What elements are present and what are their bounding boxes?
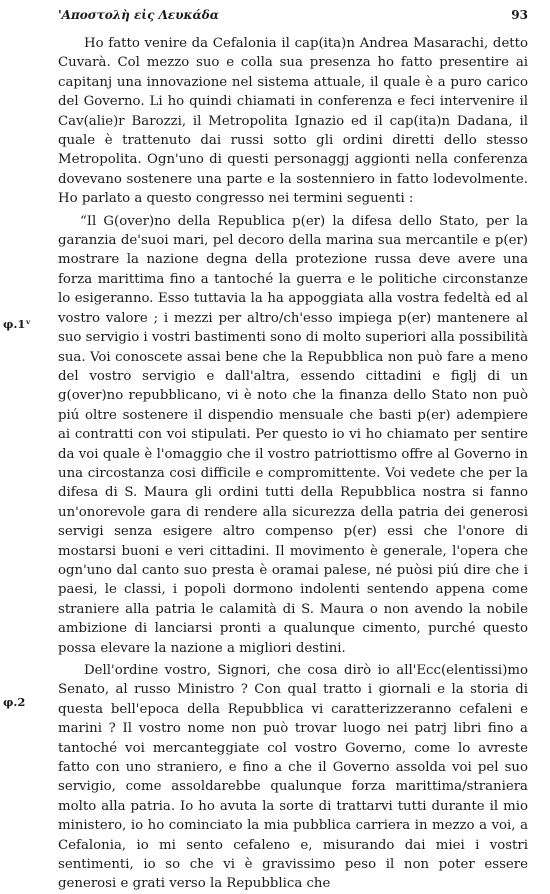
- margin-folio-note: φ.2: [3, 695, 26, 709]
- body-text: [58, 34, 528, 894]
- margin-folio-note: φ.1ᵛ: [3, 317, 32, 331]
- paragraph: “Il G(over)no della Republica p(er) la difesa dello Stato, per la garanzia de'suoi mari, pel decoro della marina sua mercantile e p(er) mostrare la nazione degna della protezione russa deve avere una forza marittima fino a tantoché la guerra e le politiche circonstanze lo esigeranno. Esso tuttavia la ha appoggiata alla vostra fedeltà ed al vostro valore ; i mezzi per altro/ch'esso impiega p(er) mantenere al suo servigio i vostri bastimenti sono di molto superiori alla possibilità sua. Voi conoscete assai bene che la Repubblica non può fare a meno del vostro servigio e dall'altra, essendo cittadini e figlj di un g(over)no repubblicano, vi è noto che la finanza dello Stato non può piú oltre sostenere il dispendio mensuale che basti p(er) adempiere ai contratti con voi stipulati. Per questo io vi ho chiamato per sentire da voi quale è l'omaggio che il vostro patriottismo offre al Governo in una circostanza cosi difficile e compromittente. Voi vedete che per la difesa di S. Maura gli ordini tutti della Repubblica nostra si fanno un'onorevole gara di rendere alla sicurezza della patria dei generosi servigi senza esigere altro compenso p(er) essi che l'onore di mostarsi buoni e veri cittadini. Il movimento è generale, l'opera che ogn'uno dal canto suo presta è oramai palese, né puòsi piú dire che i paesi, le classi, i popoli dormono indolenti sentendo appena come straniere alla patria le calamità di S. Maura o non avendo la nobile ambizione di lanciarsi pronti a qualunque cimento, purché questo possa elevare la nazione a migliori destini.: [58, 213, 528, 656]
- page-number: 93: [511, 8, 528, 22]
- running-title: 'Αποστολὴ εἰς Λευκάδα: [58, 8, 219, 22]
- page-header: [58, 6, 528, 26]
- paragraph: Ho fatto venire da Cefalonia il cap(ita)n Andrea Masarachi, detto Cuvarà. Col mezzo suo e colla sua presenza ho fatto presentire ai capitanj una innovazione nel sistema attuale, il quale è a puro carico del Governo. Li ho quindi chiamati in conferenza e feci intervenire il Cav(alie)r Barozzi, il Metropolita Ignazio ed il cap(ita)n Dadana, il quale è trattenuto dai russi sotto gli ordini diretti dello stesso Metropolita. Ogn'uno di questi personaggj aggionti nella conferenza dovevano sostenere una parte e la sostenniero in fatto lodevolmente. Ho parlato a questo congresso nei termini seguenti :: [58, 36, 528, 207]
- paragraph: Dell'ordine vostro, Signori, che cosa dirò io all'Ecc(elentissi)mo Senato, al russo Ministro ? Con qual tratto i giornali e la storia di questa bell'epoca della Repubblica vi caratterizzeranno cefaleni e marini ? Il vostro nome non può trovar luogo nei patrj libri fino a tantoché voi mercanteggiate col vostro Governo, come lo avreste fatto con uno straniero, e fino a che il Governo assolda voi pel suo servigio, come assoldarebbe qualunque forza marittima/straniera molto alla patria. Io ho avuta la sorte di trattarvi tutti durante il mio ministero, io ho cominciato la mia pubblica carriera in mezzo a voi, a Cefalonia, io mi sento cefaleno e, misurando dai miei i vostri sentimenti, io so che vi è gravissimo peso il non poter essere generosi e grati verso la Repubblica che: [58, 663, 528, 892]
